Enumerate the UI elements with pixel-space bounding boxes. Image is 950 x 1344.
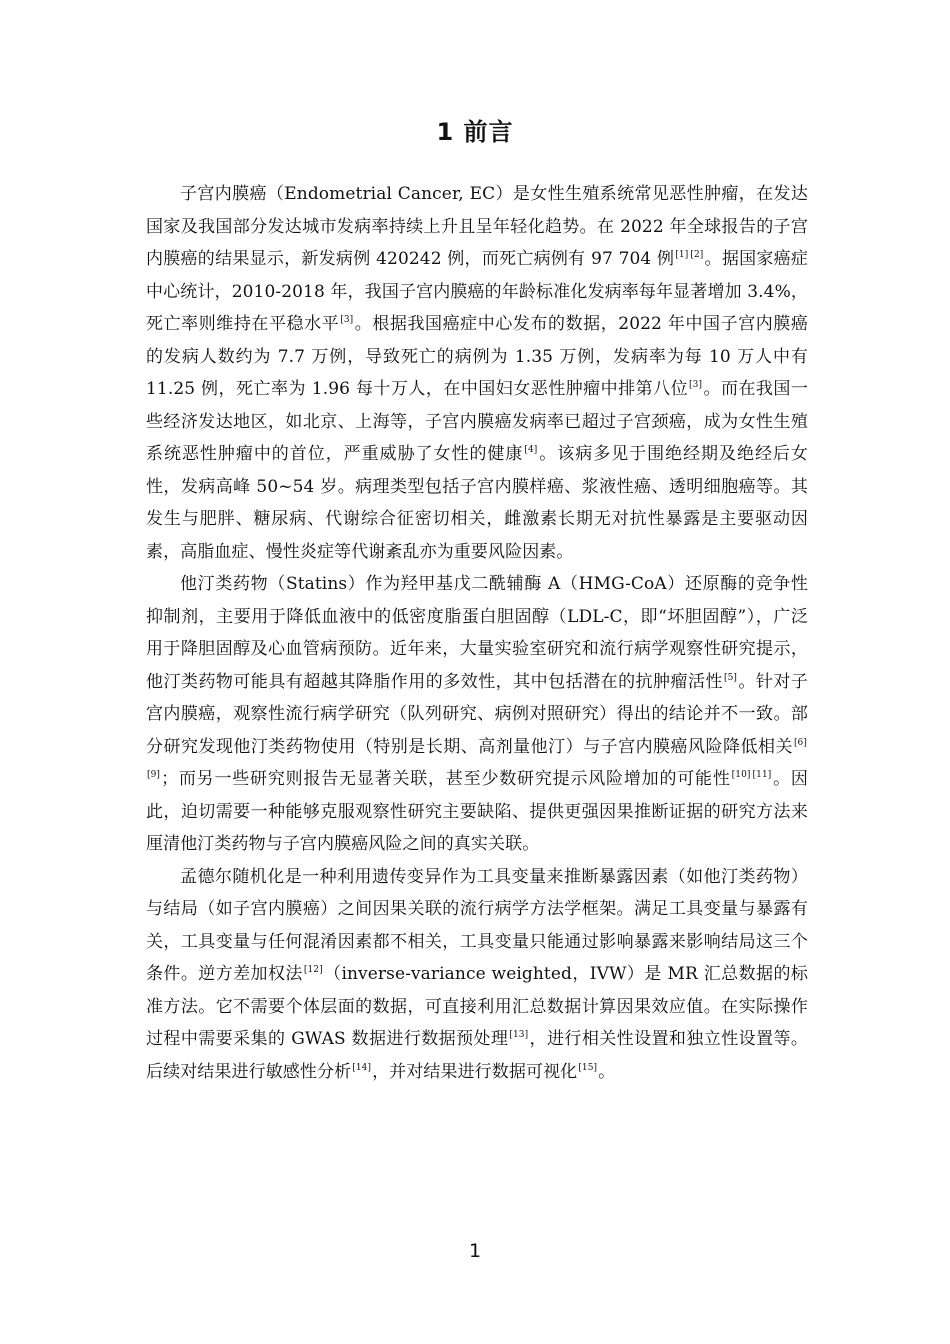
citation-marker: [13] [509, 1030, 529, 1041]
citation-marker: [12] [303, 965, 323, 976]
section-body [146, 178, 808, 1088]
citation-marker: [5] [723, 672, 738, 683]
citation-marker: [6] [793, 737, 807, 748]
citation-marker: [4] [524, 445, 538, 456]
citation-marker: [1] [675, 250, 689, 261]
citation-marker: [2] [690, 250, 704, 261]
citation-marker: [9] [147, 770, 161, 781]
paragraph-statins: 他汀类药物（Statins）作为羟甲基戊二酰辅酶 A（HMG-CoA）还原酶的竞争性抑制剂，主要用于降低血液中的低密度脂蛋白胆固醇（LDL-C，即“坏胆固醇”），广泛用于降胆固醇及心血管病预防。近年来，大量实验室研究和流行病学观察性研究提示，他汀类药物可能具有超越其降脂作用的多效性，其中包括潜在的抗肿瘤活性[5]。针对子宫内膜癌，观察性流行病学研究（队列研究、病例对照研究）得出的结论并不一致。部分研究发现他汀类药物使用（特别是长期、高剂量他汀）与子宫内膜癌风险降低相关[6][9]；而另一些研究则报告无显著关联，甚至少数研究提示风险增加的可能性[10] [11]。因此，迫切需要一种能够克服观察性研究主要缺陷、提供更强因果推断证据的研究方法来厘清他汀类药物与子宫内膜癌风险之间的真实关联。 [146, 574, 809, 854]
paragraph-mendelian-randomization: 孟德尔随机化是一种利用遗传变异作为工具变量来推断暴露因素（如他汀类药物）与结局（如子宫内膜癌）之间因果关联的流行病学方法学框架。满足工具变量与暴露有关，工具变量与任何混淆因素都不相关，工具变量只能通过影响暴露来影响结局这三个条件。逆方差加权法[12]（inverse-variance weighted，IVW）是 MR 汇总数据的标准方法。它不需要个体层面的数据，可直接利用汇总数据计算因果效应值。在实际操作过程中需要采集的 GWAS 数据进行数据预处理[13]，进行相关性设置和独立性设置等。后续对结果进行敏感性分析[14]，并对结果进行数据可视化[15]。 [146, 866, 808, 1082]
citation-marker: [10] [731, 770, 751, 781]
section-heading: 1 前言 [436, 118, 514, 146]
paragraph-endometrial-cancer: 子宫内膜癌（Endometrial Cancer, EC）是女性生殖系统常见恶性肿瘤，在发达国家及我国部分发达城市发病率持续上升且呈年轻化趋势。在 2022 年全球报告的子宫内膜癌的结果显示，新发病例 420242 例，而死亡病例有 97 704 例[1] [2]。据国家癌症中心统计，2010-2018 年，我国子宫内膜癌的年龄标准化发病率每年显著增加 3.4%，死亡率则维持在平稳水平[3]。根据我国癌症中心发布的数据，2022 年中国子宫内膜癌的发病人数约为 7.7 万例，导致死亡的病例为 1.35 万例，发病率为每 10 万人中有 11.25 例，死亡率为 1.96 每十万人，在中国妇女恶性肿瘤中排第八位[3]。而在我国一些经济发达地区，如北京、上海等，子宫内膜癌发病率已超过子宫颈癌，成为女性生殖系统恶性肿瘤中的首位，严重威胁了女性的健康[4]。该病多见于围绝经期及绝经后女性，发病高峰 50~54 岁。病理类型包括子宫内膜样癌、浆液性癌、透明细胞癌等。其发生与肥胖、糖尿病、代谢综合征密切相关，雌激素长期无对抗性暴露是主要驱动因素，高脂血症、慢性炎症等代谢紊乱亦为重要风险因素。 [146, 184, 809, 562]
citation-marker: [14] [352, 1062, 372, 1073]
citation-marker: [3] [340, 315, 354, 326]
citation-marker: [11] [752, 770, 772, 781]
citation-marker: [15] [578, 1062, 598, 1073]
citation-marker: [3] [689, 380, 703, 391]
page-number: 1 [468, 1240, 482, 1262]
